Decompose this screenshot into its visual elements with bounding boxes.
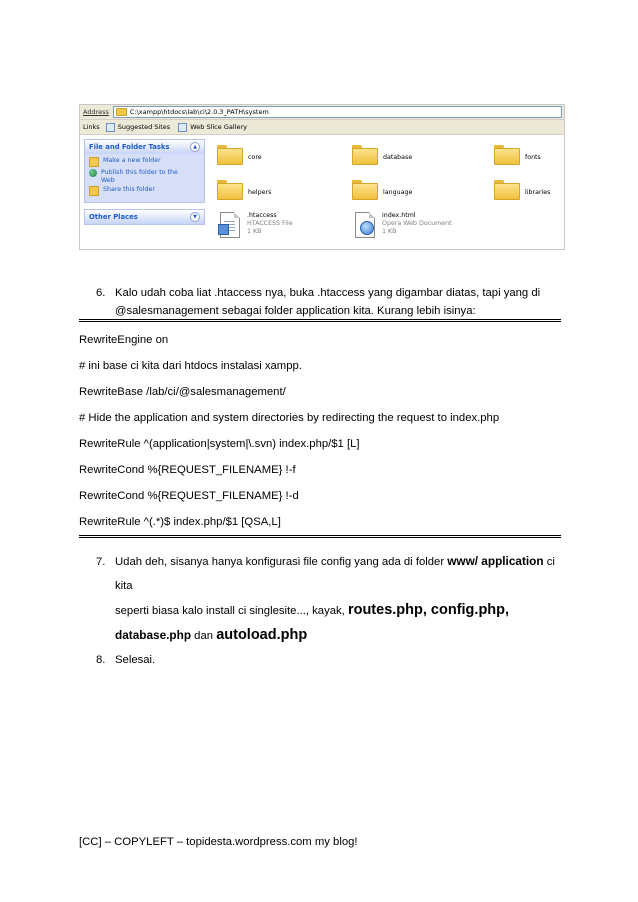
task-publish-folder[interactable]: Publish this folder to the Web (89, 169, 200, 184)
divider (79, 535, 561, 538)
new-folder-icon (89, 157, 99, 167)
file-list (215, 139, 560, 249)
task-pane (84, 139, 205, 231)
file-size: 1 KB (247, 228, 262, 235)
chevron-down-icon[interactable]: ▼ (190, 212, 200, 222)
code-line: # ini base ci kita dari htdocs instalasi xampp. (79, 360, 302, 372)
link-suggested-sites[interactable]: Suggested Sites (106, 123, 171, 132)
folder-icon (352, 145, 378, 165)
file-item[interactable] (220, 212, 293, 238)
page-icon (106, 123, 115, 132)
share-folder-icon (89, 186, 99, 196)
code-line: RewriteCond %{REQUEST_FILENAME} !-d (79, 490, 299, 502)
folder-item[interactable]: helpers (217, 178, 271, 200)
address-label: Address (83, 108, 109, 116)
folder-icon (494, 145, 520, 165)
links-bar (80, 120, 564, 135)
folder-item[interactable]: fonts (494, 143, 541, 165)
step-number: 8. (96, 654, 106, 666)
chevron-up-icon[interactable]: ▲ (190, 142, 200, 152)
code-line: # Hide the application and system directories by redirecting the request to index.php (79, 412, 500, 424)
file-folder-tasks-panel (84, 139, 205, 203)
file-name: .htaccess (247, 212, 277, 219)
file-type: Opera Web Document (382, 220, 452, 227)
folder-icon (494, 180, 520, 200)
other-places-panel (84, 209, 205, 225)
address-path: C:\xampp\htdocs\lab\ci\2.0.3_PATH\system (129, 108, 269, 116)
link-web-slice-gallery[interactable]: Web Slice Gallery (178, 123, 247, 132)
panel-header[interactable]: File and Folder Tasks ▲ (85, 140, 204, 154)
address-bar (80, 105, 564, 120)
folder-item[interactable]: database (352, 143, 412, 165)
file-name: index.html (382, 212, 416, 219)
opera-document-icon (355, 212, 375, 238)
code-line: RewriteRule ^(.*)$ index.php/$1 [QSA,L] (79, 516, 281, 528)
divider (79, 319, 561, 322)
code-line: RewriteRule ^(application|system|\.svn) index.php/$1 [L] (79, 438, 360, 450)
explorer-screenshot (79, 104, 565, 250)
task-share-folder[interactable]: Share this folder (89, 186, 200, 196)
folder-item[interactable]: language (352, 178, 412, 200)
code-line: RewriteEngine on (79, 334, 169, 346)
file-item[interactable] (355, 212, 452, 238)
folder-icon (352, 180, 378, 200)
links-label: Links (83, 123, 100, 131)
step-number: 7. (96, 556, 106, 568)
folder-item[interactable]: libraries (494, 178, 550, 200)
document-icon (220, 212, 240, 238)
page-icon (178, 123, 187, 132)
address-input[interactable] (113, 106, 562, 118)
folder-item[interactable]: core (217, 143, 262, 165)
globe-icon (89, 169, 97, 177)
folder-icon (116, 108, 127, 116)
step-text: Selesai. (115, 654, 156, 666)
step-number: 6. (96, 287, 106, 299)
folder-icon (217, 180, 243, 200)
folder-icon (217, 145, 243, 165)
task-make-new-folder[interactable]: Make a new folder (89, 157, 200, 167)
code-line: RewriteBase /lab/ci/@salesmanagement/ (79, 386, 286, 398)
page-footer: [CC] – COPYLEFT – topidesta.wordpress.com my blog! (79, 836, 358, 848)
step-text: Udah deh, sisanya hanya konfigurasi file config yang ada di folder www/ application ci kita seperti biasa kalo install ci singlesite..., kayak, routes.php, config.php, database.php dan autoload.php (115, 554, 555, 643)
panel-header[interactable]: Other Places ▼ (85, 210, 204, 224)
file-type: HTACCESS File (247, 220, 293, 227)
file-size: 1 KB (382, 228, 397, 235)
step-text: Kalo udah coba liat .htaccess nya, buka .htaccess yang digambar diatas, tapi yang di @salesmanagement sebagai folder application kita. Kurang lebih isinya: (115, 287, 541, 317)
code-line: RewriteCond %{REQUEST_FILENAME} !-f (79, 464, 296, 476)
